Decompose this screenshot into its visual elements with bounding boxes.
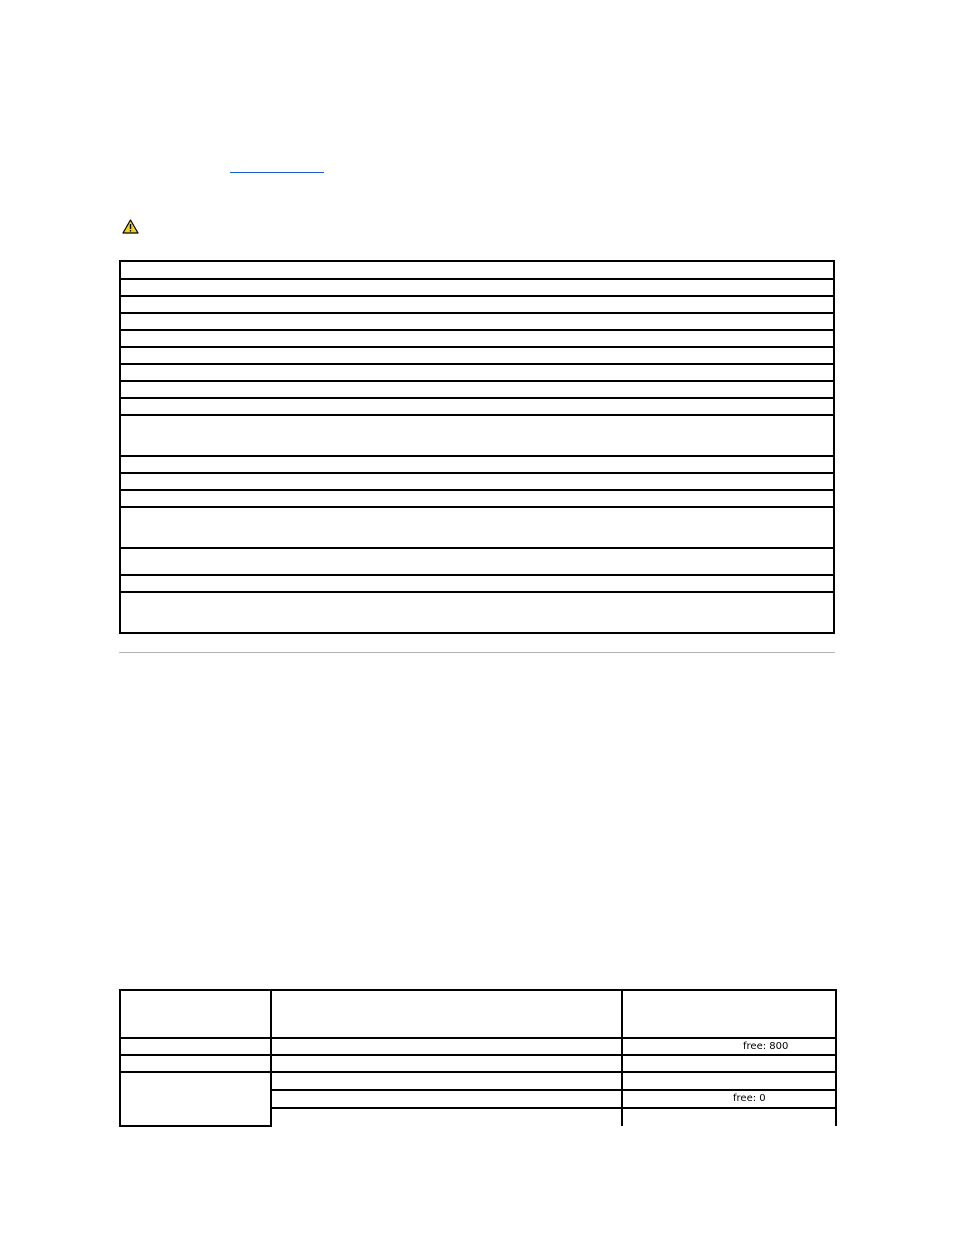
free-value-cell: free: 0 bbox=[733, 1093, 766, 1104]
table-cell bbox=[120, 296, 834, 313]
header-cell bbox=[120, 990, 271, 1038]
resource-table bbox=[119, 989, 837, 1127]
table-cell bbox=[120, 381, 834, 398]
table-cell bbox=[120, 473, 834, 490]
table-cell bbox=[622, 1055, 836, 1072]
table-cell bbox=[120, 261, 834, 279]
table-cell bbox=[120, 364, 834, 381]
free-value-cell: free: 800 bbox=[743, 1040, 789, 1052]
table-cell bbox=[120, 507, 834, 548]
table-cell bbox=[120, 279, 834, 296]
table-cell bbox=[120, 398, 834, 415]
table-cell bbox=[271, 1090, 622, 1108]
header-cell bbox=[271, 990, 622, 1038]
table-cell bbox=[271, 1108, 622, 1126]
warning-icon bbox=[122, 219, 139, 234]
table-cell bbox=[271, 1055, 622, 1072]
table-cell bbox=[622, 1108, 836, 1126]
link-underline[interactable] bbox=[230, 172, 324, 173]
horizontal-rule bbox=[119, 652, 835, 653]
table-cell bbox=[120, 347, 834, 364]
table-cell bbox=[622, 1090, 836, 1108]
table-cell bbox=[120, 1072, 271, 1126]
table-cell bbox=[622, 1038, 836, 1055]
table-cell bbox=[120, 415, 834, 456]
header-cell bbox=[622, 990, 836, 1038]
table-cell bbox=[120, 313, 834, 330]
table-cell bbox=[120, 456, 834, 473]
table-cell bbox=[271, 1072, 622, 1090]
specifications-table bbox=[119, 260, 835, 634]
table-cell bbox=[120, 1055, 271, 1072]
table-cell bbox=[120, 548, 834, 575]
table-cell bbox=[120, 330, 834, 347]
table-cell bbox=[271, 1038, 622, 1055]
table-cell bbox=[120, 592, 834, 633]
table-cell bbox=[120, 1038, 271, 1055]
table-cell bbox=[120, 490, 834, 507]
table-cell bbox=[120, 575, 834, 592]
table-cell bbox=[622, 1072, 836, 1090]
